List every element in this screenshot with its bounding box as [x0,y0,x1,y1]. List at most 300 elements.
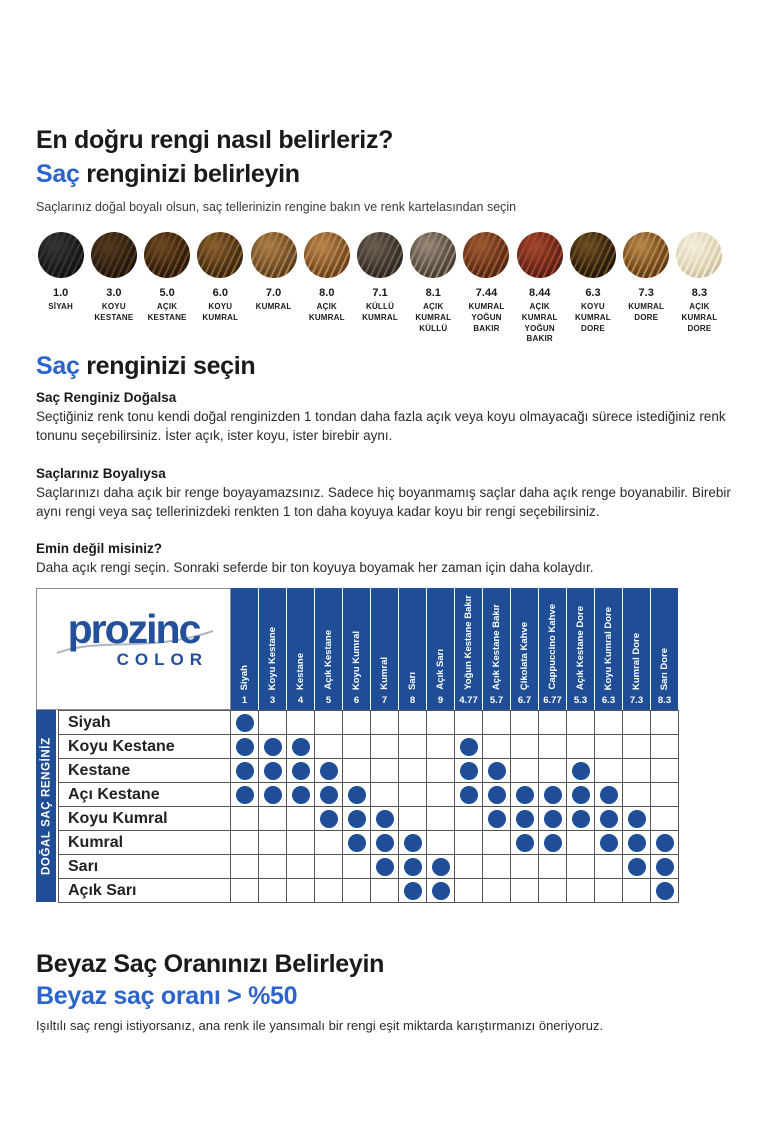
matrix-column-name: Açık Kestane [323,630,334,690]
hair-swatch-name: KOYU KUMRAL [202,302,239,322]
compatibility-dot [404,858,422,876]
matrix-row-açı-kestane [59,783,679,807]
matrix-column-name: Koyu Kestane [267,626,278,690]
matrix-column-name: Koyu Kumral Dore [603,606,614,690]
matrix-row-label: Kumral [59,831,231,855]
hair-swatch-name: KUMRAL DORE [628,302,665,322]
white-hair-heading: Beyaz Saç Oranınızı Belirleyin [36,950,385,978]
matrix-column-code: 7 [381,695,388,706]
matrix-cell [343,759,371,783]
matrix-header [36,588,679,710]
matrix-cell [231,879,259,903]
matrix-row-label: Sarı [59,855,231,879]
tip-dyed [36,466,738,521]
hair-swatch-row [34,232,726,345]
matrix-cell [595,735,623,759]
matrix-cell [539,759,567,783]
matrix-cell [623,783,651,807]
compatibility-dot [348,786,366,804]
matrix-cell [315,711,343,735]
matrix-cell [371,711,399,735]
matrix-cell [427,807,455,831]
section-title-determine-rest: renginizi belirleyin [79,160,300,188]
compatibility-dot [600,834,618,852]
matrix-cell [455,807,483,831]
matrix-cell [399,759,427,783]
tip-dyed-body: Saçlarınızı daha açık bir renge boyayamazsınız. Sadece hiç boyanmamış saçlar daha açık renge boyanabilir. Birebir aynı rengi veya saç tellerinizdeki renkten 1 ton daha koyuya kadar koyu bir rengi seçebilirsiniz. [36,485,731,520]
matrix-column-code: 5.3 [573,695,588,706]
matrix-column-1 [231,588,259,710]
matrix-row-label: Açık Sarı [59,879,231,903]
matrix-cell [343,711,371,735]
matrix-cell [651,759,679,783]
compatibility-dot [236,762,254,780]
hair-swatch-image [251,232,297,278]
compatibility-dot [516,834,534,852]
tip-natural [36,390,738,445]
matrix-cell [595,711,623,735]
hair-swatch-code: 6.0 [212,287,228,299]
matrix-cell [483,807,511,831]
tip-unsure-title: Emin değil misiniz? [36,541,163,556]
intro-note: Saçlarınız doğal boyalı olsun, saç tellerinizin rengine bakın ve renk kartelasından seçin [36,200,517,214]
matrix-cell [623,735,651,759]
matrix-row-açık-sarı [59,879,679,903]
matrix-cell [231,807,259,831]
matrix-cell [483,735,511,759]
compatibility-dot [264,786,282,804]
compatibility-dot [292,762,310,780]
compatibility-dot [544,810,562,828]
white-hair-note: Işıltılı saç rengi istiyorsanız, ana renk ile yansımalı bir rengi eşit miktarda karıştırmanızı öneriyoruz. [36,1018,604,1033]
matrix-column-7.3 [623,588,651,710]
brand-logo-text: prozinc [67,606,200,652]
matrix-cell [259,783,287,807]
compatibility-dot [376,810,394,828]
matrix-cell [455,711,483,735]
hair-swatch-image [570,232,616,278]
compatibility-dot [656,858,674,876]
compatibility-dot [544,834,562,852]
matrix-cell [371,831,399,855]
matrix-cell [259,879,287,903]
hair-swatch-name: KUMRAL YOĞUN BAKIR [468,302,505,333]
matrix-rows [58,710,679,903]
matrix-cell [343,855,371,879]
matrix-cell [567,735,595,759]
matrix-cell [595,759,623,783]
compatibility-dot [600,810,618,828]
matrix-cell [483,831,511,855]
matrix-cell [511,807,539,831]
matrix-cell [343,783,371,807]
matrix-cell [427,735,455,759]
matrix-cell [595,807,623,831]
matrix-cell [259,831,287,855]
matrix-column-code: 6.7 [517,695,532,706]
hair-swatch-code: 7.1 [372,287,388,299]
matrix-column-name: Sarı Dore [659,647,670,690]
compatibility-dot [572,762,590,780]
matrix-row-label: Açı Kestane [59,783,231,807]
hair-swatch-5.0 [140,232,193,345]
hair-swatch-8.0 [300,232,353,345]
matrix-row-label: Koyu Kumral [59,807,231,831]
matrix-column-name: Açık Kestane Dore [575,606,586,690]
matrix-cell [287,759,315,783]
matrix-cell [651,711,679,735]
brand-logo-subtext: COLOR [116,650,208,669]
matrix-cell [231,783,259,807]
hair-swatch-code: 1.0 [52,287,69,299]
hair-swatch-code: 8.0 [319,287,335,299]
matrix-cell [287,855,315,879]
matrix-cell [399,855,427,879]
matrix-row-label: Koyu Kestane [59,735,231,759]
matrix-column-6.3 [595,588,623,710]
matrix-cell [315,831,343,855]
matrix-cell [483,711,511,735]
hair-swatch-7.44 [460,232,513,345]
matrix-cell [595,783,623,807]
matrix-cell [455,759,483,783]
matrix-cell [399,831,427,855]
matrix-cell [315,759,343,783]
matrix-cell [287,783,315,807]
hair-swatch-code: 6.3 [585,287,601,299]
hair-swatch-7.0 [247,232,300,345]
hair-swatch-image [517,232,563,278]
matrix-cell [483,879,511,903]
compatibility-dot [460,786,478,804]
matrix-body [36,710,679,903]
matrix-row-sarı [59,855,679,879]
compatibility-dot [348,834,366,852]
compatibility-dot [292,786,310,804]
matrix-column-name: Cappuccino Kahve [547,604,558,690]
matrix-column-code: 6 [353,695,360,706]
matrix-cell [651,855,679,879]
matrix-cell [595,855,623,879]
matrix-cell [259,807,287,831]
hair-swatch-8.44 [513,232,566,345]
matrix-cell [511,855,539,879]
hair-swatch-name: AÇIK KUMRAL KÜLLÜ [415,302,452,333]
matrix-cell [259,735,287,759]
matrix-column-7 [371,588,399,710]
matrix-column-name: Siyah [239,664,250,690]
matrix-column-name: Kumral Dore [631,632,642,690]
compatibility-dot [236,714,254,732]
matrix-cell [287,807,315,831]
matrix-cell [399,879,427,903]
matrix-cell [567,831,595,855]
matrix-row-label: Siyah [59,711,231,735]
matrix-row-kumral [59,831,679,855]
hair-swatch-image [410,232,456,278]
matrix-cell [455,879,483,903]
hair-swatch-code: 7.3 [638,287,654,299]
matrix-column-5.7 [483,588,511,710]
matrix-cell [259,759,287,783]
hair-swatch-6.0 [194,232,247,345]
section-title-determine [36,160,300,189]
matrix-cell [623,759,651,783]
matrix-cell [651,783,679,807]
matrix-cell [511,783,539,807]
hair-swatch-name: SİYAH [48,302,73,311]
compatibility-dot [488,762,506,780]
matrix-cell [259,855,287,879]
matrix-column-8 [399,588,427,710]
matrix-cell [483,855,511,879]
matrix-cell [343,807,371,831]
matrix-cell [455,855,483,879]
matrix-cell [595,879,623,903]
compatibility-dot [404,882,422,900]
matrix-cell [371,759,399,783]
matrix-cell [371,879,399,903]
compatibility-dot [432,858,450,876]
matrix-column-4.77 [455,588,483,710]
compatibility-dot [432,882,450,900]
matrix-cell [287,831,315,855]
matrix-cell [399,735,427,759]
matrix-cell [567,879,595,903]
matrix-cell [343,735,371,759]
compatibility-dot [516,786,534,804]
matrix-column-code: 6.77 [543,695,562,706]
compatibility-dot [628,834,646,852]
hair-swatch-3.0 [87,232,140,345]
matrix-cell [539,807,567,831]
hair-swatch-code: 8.44 [529,287,551,299]
compatibility-dot [376,858,394,876]
matrix-cell [315,855,343,879]
hair-swatch-6.3 [566,232,619,345]
matrix-cell [343,831,371,855]
hair-swatch-name: KOYU KUMRAL DORE [575,302,611,333]
matrix-cell [455,831,483,855]
matrix-column-8.3 [651,588,679,710]
section-title-choose [36,352,255,381]
compatibility-dot [404,834,422,852]
compatibility-dot [292,738,310,756]
hair-swatch-code: 7.0 [265,287,282,299]
matrix-cell [231,831,259,855]
hair-swatch-image [623,232,669,278]
hair-swatch-name: AÇIK KESTANE [147,302,187,322]
hair-swatch-code: 8.1 [425,287,441,299]
matrix-cell [371,807,399,831]
hair-swatch-code: 8.3 [691,287,708,299]
matrix-cell [231,711,259,735]
matrix-column-6 [343,588,371,710]
matrix-column-code: 5 [325,695,332,706]
compatibility-dot [460,738,478,756]
matrix-cell [511,735,539,759]
hair-swatch-code: 5.0 [159,287,175,299]
matrix-column-5.3 [567,588,595,710]
compatibility-dot [628,858,646,876]
matrix-row-koyu-kestane [59,735,679,759]
matrix-cell [651,735,679,759]
matrix-cell [315,735,343,759]
matrix-column-code: 7.3 [629,695,644,706]
matrix-cell [427,831,455,855]
compatibility-dot [236,738,254,756]
matrix-cell [343,879,371,903]
matrix-row-siyah [59,711,679,735]
compatibility-dot [320,810,338,828]
compatibility-dot [628,810,646,828]
compatibility-dot [320,762,338,780]
matrix-cell [427,711,455,735]
compatibility-dot [600,786,618,804]
matrix-cell [231,759,259,783]
hair-swatch-name: KUMRAL [255,302,292,311]
matrix-cell [399,807,427,831]
compatibility-dot [264,738,282,756]
matrix-cell [455,783,483,807]
matrix-column-name: Kestane [295,653,306,690]
matrix-cell [287,879,315,903]
matrix-cell [455,735,483,759]
matrix-cell [623,855,651,879]
matrix-column-9 [427,588,455,710]
hair-swatch-image [91,232,137,278]
tip-natural-title: Saç Renginiz Doğalsa [36,390,177,405]
matrix-column-name: Koyu Kumral [351,630,362,690]
matrix-cell [595,831,623,855]
matrix-cell [287,735,315,759]
matrix-cell [539,879,567,903]
color-compatibility-matrix [36,588,679,903]
hair-swatch-8.3 [673,232,726,345]
matrix-cell [511,879,539,903]
brand-logo-cell [36,588,231,710]
matrix-column-code: 9 [437,695,444,706]
matrix-cell [231,735,259,759]
matrix-cell [427,855,455,879]
compatibility-dot [488,810,506,828]
matrix-cell [371,855,399,879]
hair-swatch-image [676,232,722,278]
matrix-cell [651,831,679,855]
matrix-column-headers [231,588,679,710]
hair-swatch-image [144,232,190,278]
hair-swatch-1.0 [34,232,87,345]
section-title-choose-accent: Saç [36,352,80,380]
matrix-cell [483,783,511,807]
compatibility-dot [348,810,366,828]
white-hair-subheading: Beyaz saç oranı > %50 [36,982,298,1010]
matrix-cell [567,855,595,879]
matrix-column-name: Çikolata Kahve [519,621,530,690]
matrix-column-code: 1 [241,695,248,706]
matrix-cell [539,855,567,879]
matrix-column-6.77 [539,588,567,710]
matrix-column-4 [287,588,315,710]
matrix-cell [623,879,651,903]
matrix-cell [231,855,259,879]
page-title: En doğru rengi nasıl belirleriz? [36,126,394,154]
hair-swatch-image [38,232,84,278]
matrix-cell [483,759,511,783]
compatibility-dot [236,786,254,804]
hair-swatch-name: AÇIK KUMRAL DORE [681,302,718,333]
matrix-cell [567,759,595,783]
compatibility-dot [544,786,562,804]
matrix-cell [427,759,455,783]
matrix-row-koyu-kumral [59,807,679,831]
matrix-column-3 [259,588,287,710]
natural-color-band-label: DOĞAL SAÇ RENGİNİZ [40,737,53,875]
section-title-choose-rest: renginizi seçin [79,352,256,380]
matrix-cell [539,831,567,855]
hair-swatch-code: 3.0 [106,287,122,299]
matrix-column-code: 8.3 [657,695,672,706]
matrix-cell [427,879,455,903]
matrix-column-name: Kumral [379,657,390,690]
hair-swatch-name: AÇIK KUMRAL [308,302,345,322]
section-title-determine-accent: Saç [36,160,80,188]
matrix-column-name: Sarı [407,672,418,690]
matrix-cell [511,831,539,855]
matrix-column-code: 4.77 [459,695,478,706]
matrix-cell [651,879,679,903]
matrix-cell [539,783,567,807]
hair-swatch-image [357,232,403,278]
matrix-column-5 [315,588,343,710]
matrix-column-code: 5.7 [489,695,504,706]
matrix-cell [315,783,343,807]
tip-unsure [36,541,738,577]
matrix-cell [567,807,595,831]
compatibility-dot [376,834,394,852]
compatibility-dot [656,834,674,852]
matrix-cell [623,711,651,735]
matrix-cell [399,711,427,735]
matrix-cell [623,831,651,855]
matrix-cell [259,711,287,735]
compatibility-dot [488,786,506,804]
matrix-row-label: Kestane [59,759,231,783]
natural-color-band [36,710,56,902]
hair-swatch-7.3 [620,232,673,345]
hair-swatch-name: AÇIK KUMRAL YOĞUN BAKIR [521,302,558,344]
compatibility-dot [572,786,590,804]
matrix-cell [539,735,567,759]
matrix-cell [399,783,427,807]
matrix-cell [315,879,343,903]
hair-swatch-name: KOYU KESTANE [94,302,134,322]
matrix-cell [287,711,315,735]
compatibility-dot [460,762,478,780]
matrix-column-6.7 [511,588,539,710]
compatibility-dot [264,762,282,780]
matrix-column-code: 6.3 [601,695,616,706]
compatibility-dot [656,882,674,900]
matrix-cell [511,711,539,735]
matrix-column-code: 8 [409,695,416,706]
matrix-cell [567,711,595,735]
compatibility-dot [516,810,534,828]
matrix-cell [567,783,595,807]
matrix-cell [651,807,679,831]
hair-swatch-name: KÜLLÜ KUMRAL [362,302,398,322]
hair-swatch-image [463,232,509,278]
